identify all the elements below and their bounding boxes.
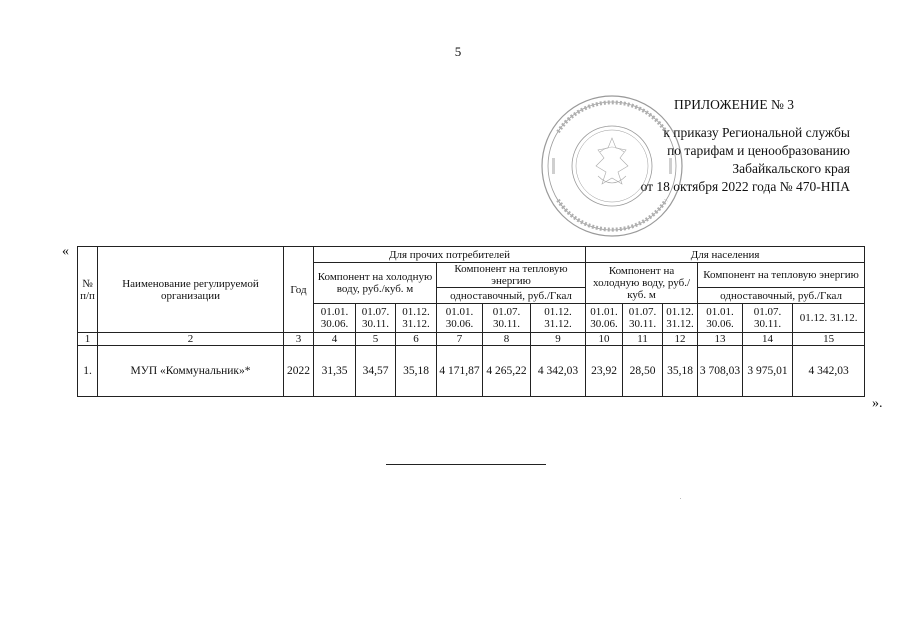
header-thermal-population: Компонент на тепловую энергию	[698, 263, 865, 288]
column-number: 8	[483, 333, 531, 346]
organization-name: МУП «Коммунальник»*	[98, 346, 284, 397]
header-population: Для населения	[586, 247, 865, 263]
separator-line	[386, 464, 546, 465]
appendix-title: ПРИЛОЖЕНИЕ № 3	[673, 97, 794, 112]
column-number: 9	[531, 333, 586, 346]
tariff-value: 3 708,03	[698, 346, 743, 397]
period-header: 01.12. 31.12.	[793, 304, 865, 333]
column-number: 6	[396, 333, 437, 346]
tariff-value: 23,92	[586, 346, 623, 397]
period-header: 01.07. 30.11.	[743, 304, 793, 333]
column-number: 13	[698, 333, 743, 346]
tariff-value: 35,18	[396, 346, 437, 397]
header-cold-water-other: Компонент на холодную воду, руб./куб. м	[314, 263, 437, 304]
period-header: 01.07. 30.11.	[483, 304, 531, 333]
closing-quote: ».	[872, 396, 883, 411]
column-number: 10	[586, 333, 623, 346]
period-header: 01.01. 30.06.	[437, 304, 483, 333]
period-header: 01.12. 31.12.	[531, 304, 586, 333]
row-number: 1.	[78, 346, 98, 397]
column-number: 12	[663, 333, 698, 346]
period-header: 01.01. 30.06.	[314, 304, 356, 333]
period-header: 01.01. 30.06.	[586, 304, 623, 333]
tariff-value: 34,57	[356, 346, 396, 397]
header-other-consumers: Для прочих потребителей	[314, 247, 586, 263]
header-single-rate-other: одноставочный, руб./Гкал	[437, 288, 586, 304]
appendix-line: от 18 октября 2022 года № 470-НПА	[640, 179, 850, 194]
column-number: 4	[314, 333, 356, 346]
opening-quote: «	[62, 244, 69, 259]
period-header: 01.07. 30.11.	[356, 304, 396, 333]
column-number: 1	[78, 333, 98, 346]
row-year: 2022	[284, 346, 314, 397]
appendix-line: к приказу Региональной службы	[663, 125, 850, 140]
column-number: 14	[743, 333, 793, 346]
header-organization: Наименование регулируемой организации	[98, 247, 284, 333]
period-header: 01.12. 31.12.	[663, 304, 698, 333]
header-num: № п/п	[78, 247, 98, 333]
tariff-value: 35,18	[663, 346, 698, 397]
appendix-line: по тарифам и ценообразованию	[667, 143, 850, 158]
tariff-value: 4 265,22	[483, 346, 531, 397]
header-cold-water-population: Компонент на холодную воду, руб./куб. м	[586, 263, 698, 304]
tariff-value: 4 342,03	[793, 346, 865, 397]
tariff-value: 4 171,87	[437, 346, 483, 397]
header-thermal-other: Компонент на тепловую энергию	[437, 263, 586, 288]
tariff-value: 28,50	[623, 346, 663, 397]
tariff-table	[77, 246, 865, 397]
page-number: 5	[454, 44, 462, 59]
tariff-value: 3 975,01	[743, 346, 793, 397]
column-number: 2	[98, 333, 284, 346]
appendix-line: Забайкальского края	[732, 161, 850, 176]
column-number: 7	[437, 333, 483, 346]
period-header: 01.12. 31.12.	[396, 304, 437, 333]
column-number: 15	[793, 333, 865, 346]
tariff-value: 31,35	[314, 346, 356, 397]
column-number: 3	[284, 333, 314, 346]
column-number: 11	[623, 333, 663, 346]
column-number: 5	[356, 333, 396, 346]
appendix-header	[600, 96, 850, 196]
header-single-rate-population: одноставочный, руб./Гкал	[698, 288, 865, 304]
table-row	[78, 346, 865, 397]
scan-speck	[680, 498, 681, 499]
header-year: Год	[284, 247, 314, 333]
period-header: 01.07. 30.11.	[623, 304, 663, 333]
period-header: 01.01. 30.06.	[698, 304, 743, 333]
tariff-value: 4 342,03	[531, 346, 586, 397]
